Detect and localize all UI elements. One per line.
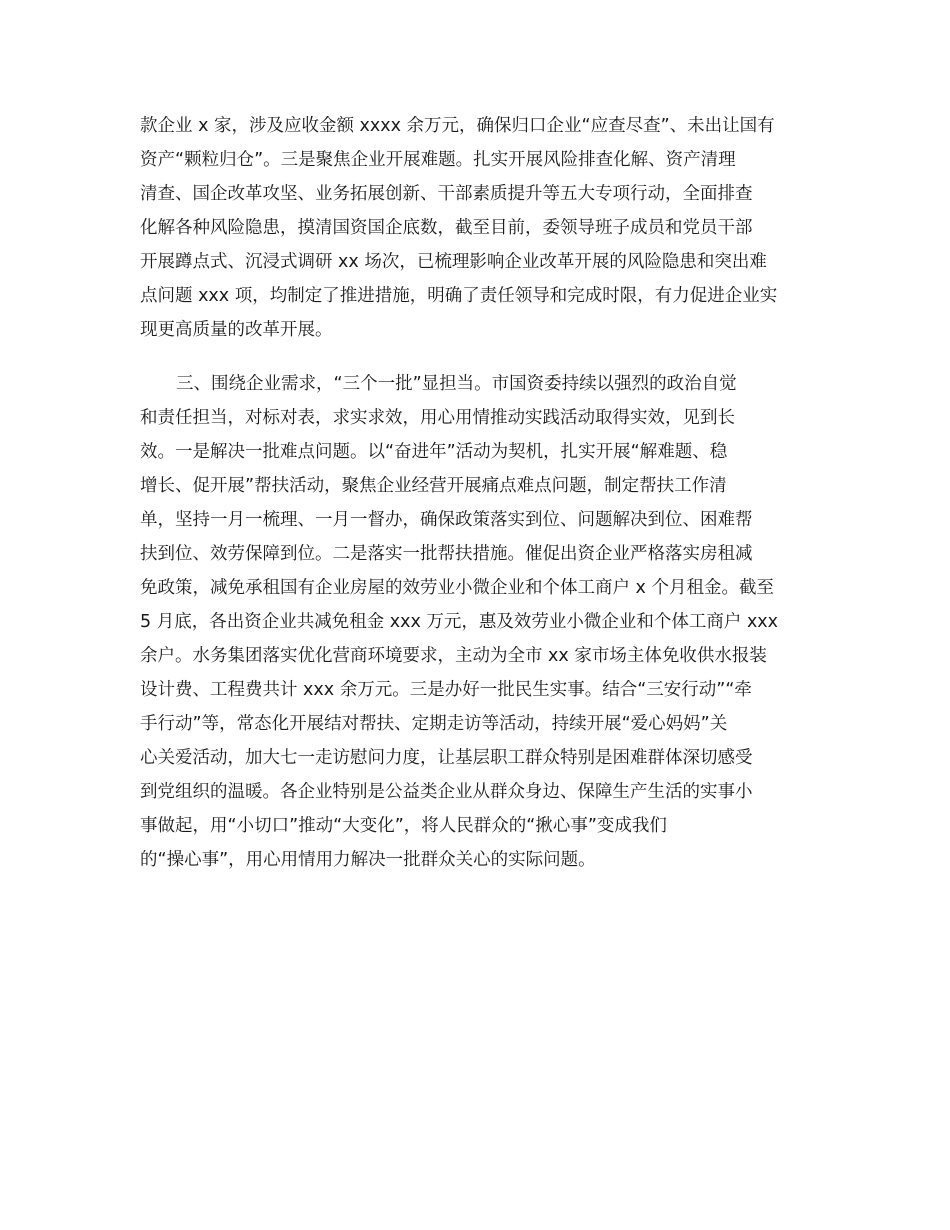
text-line: 扶到位、效劳保障到位。二是落实一批帮扶措施。催促出资企业严格落实房租减	[140, 544, 753, 564]
text-line: 和责任担当，对标对表，求实求效，用心用情推动实践活动取得实效，见到长	[140, 408, 735, 428]
text-line: 免政策，减免承租国有企业房屋的效劳业小微企业和个体工商户 x 个月租金。截至	[140, 578, 774, 598]
text-line: 开展蹲点式、沉浸式调研 xx 场次，已梳理影响企业改革开展的风险隐患和突出难	[140, 252, 767, 272]
text-line: 效。一是解决一批难点问题。以“奋进年”活动为契机，扎实开展“解难题、稳	[140, 442, 728, 462]
text-line: 到党组织的温暖。各企业特别是公益类企业从群众身边、保障生产生活的实事小	[140, 782, 753, 802]
paragraph-continued	[140, 109, 820, 347]
text-line: 的“操心事”，用心用情用力解决一批群众关心的实际问题。	[140, 850, 596, 870]
text-line: 5 月底，各出资企业共减免租金 xxx 万元，惠及效劳业小微企业和个体工商户 xxx	[140, 612, 779, 632]
text-line: 增长、促开展”帮扶活动，聚焦企业经营开展痛点难点问题，制定帮扶工作清	[140, 476, 727, 496]
text-line: 余户。水务集团落实优化营商环境要求，主动为全市 xx 家市场主体免收供水报装	[140, 646, 767, 666]
text-line: 手行动”等，常态化开展结对帮扶、定期走访等活动，持续开展“爱心妈妈”关	[140, 714, 728, 734]
paragraph-section-three	[140, 367, 820, 877]
text-line: 点问题 xxx 项，均制定了推进措施，明确了责任领导和完成时限，有力促进企业实	[140, 286, 778, 306]
text-line: 设计费、工程费共计 xxx 余万元。三是办好一批民生实事。结合“三安行动”“牵	[140, 680, 752, 700]
text-line: 事做起，用“小切口”推动“大变化”，将人民群众的“揪心事”变成我们	[140, 816, 667, 836]
section-heading-line: 三、围绕企业需求，“三个一批”显担当。市国资委持续以强烈的政治自觉	[176, 374, 737, 394]
text-line: 心关爱活动，加大七一走访慰问力度，让基层职工群众特别是困难群体深切感受	[140, 748, 753, 768]
text-line: 单，坚持一月一梳理、一月一督办，确保政策落实到位、问题解决到位、困难帮	[140, 510, 753, 530]
text-line: 资产“颗粒归仓”。三是聚焦企业开展难题。扎实开展风险排查化解、资产清理	[140, 150, 736, 170]
text-line: 现更高质量的改革开展。	[140, 320, 333, 340]
text-line: 清查、国企改革攻坚、业务拓展创新、干部素质提升等五大专项行动，全面排查	[140, 184, 753, 204]
text-line: 化解各种风险隐患，摸清国资国企底数，截至目前，委领导班子成员和党员干部	[140, 218, 753, 238]
text-line: 款企业 x 家，涉及应收金额 xxxx 余万元，确保归口企业“应查尽查”、未出让国有	[140, 116, 775, 136]
